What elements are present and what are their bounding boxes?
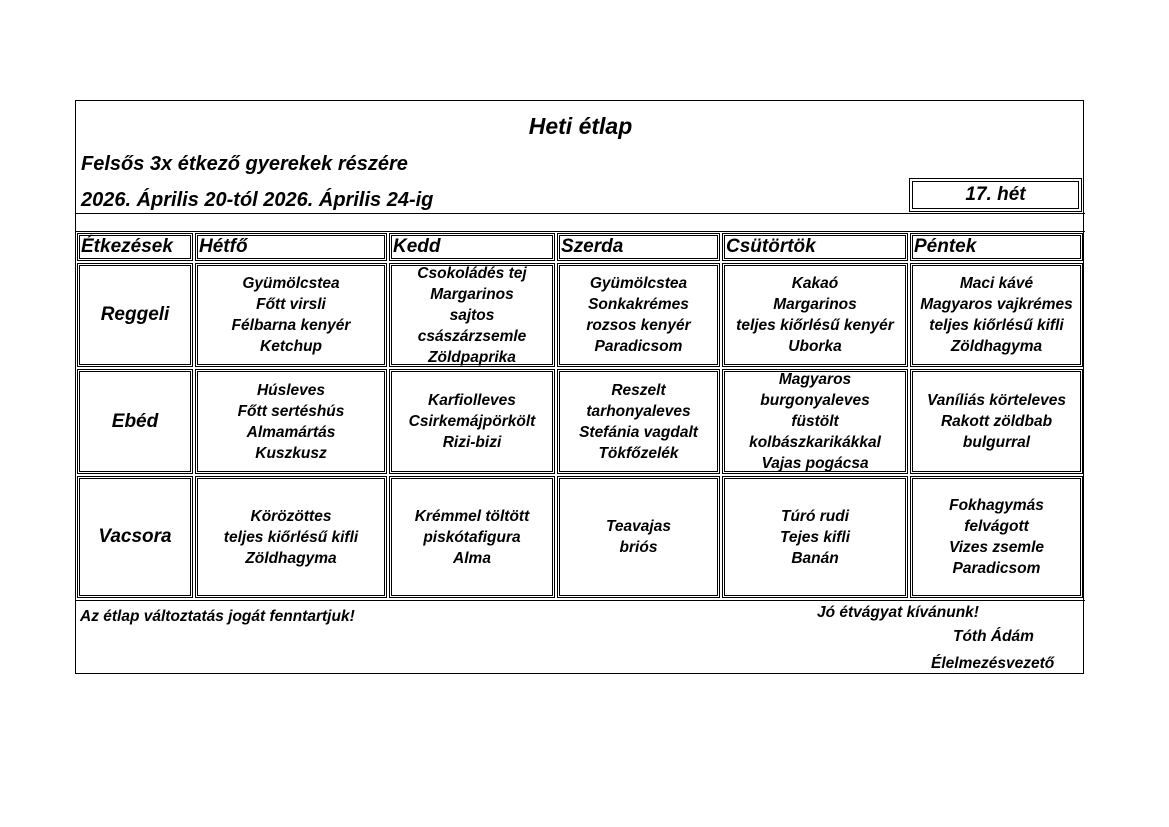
dish-item: füstölt (791, 413, 839, 430)
dish-item: Kuszkusz (255, 444, 327, 462)
dish-item: burgonyaleves (760, 392, 870, 409)
menu-cell-monday (195, 263, 387, 367)
week-label: 17. hét (909, 178, 1082, 212)
dish-item: Teavajas (606, 518, 671, 535)
dish-item: Gyümölcstea (242, 275, 340, 292)
dish-item: Csirkemájpörkölt (408, 413, 536, 430)
dish-item: Krémmel töltött (414, 507, 530, 525)
menu-cell-tuesday (389, 263, 555, 367)
dish-item: Vizes zsemle (948, 539, 1045, 556)
menu-cell-friday (910, 369, 1083, 474)
greeting: Jó étvágyat kívánunk! (817, 604, 979, 621)
meal-label: Ebéd (77, 369, 193, 474)
dish-item: teljes kiőrlésű kifli (929, 317, 1064, 334)
menu-cell-tuesday (389, 476, 555, 598)
dish-item: Zöldhagyma (950, 338, 1043, 355)
menu-cell-thursday (722, 263, 908, 367)
menu-cell-thursday (722, 369, 908, 474)
dish-item: császárzsemle (417, 327, 527, 345)
menu-cell-monday (195, 369, 387, 474)
dish-item: rozsos kenyér (586, 317, 691, 334)
dish-item: Reszelt (611, 381, 666, 399)
dish-item: Rizi-bizi (442, 434, 502, 451)
dish-item: tarhonyaleves (586, 402, 691, 420)
menu-sheet (75, 100, 1084, 674)
dish-item: Húsleves (256, 381, 326, 399)
dish-item: Vaníliás körteleves (926, 392, 1066, 409)
dish-item: felvágott (964, 518, 1029, 535)
divider (76, 231, 1085, 232)
dish-item: Fokhagymás (949, 497, 1044, 514)
dish-item: Tejes kifli (779, 528, 851, 546)
column-header-thursday: Csütörtök (722, 233, 908, 261)
dish-item: Rakott zöldbab (940, 413, 1053, 430)
menu-cell-wednesday (557, 369, 720, 474)
dish-item: Magyaros (778, 371, 852, 388)
dish-item: briós (619, 539, 658, 556)
signer-role: Élelmezésvezető (931, 655, 1055, 672)
dish-item: kolbászkarikákkal (749, 434, 881, 451)
divider (76, 600, 1085, 601)
dish-item: sajtos (449, 306, 495, 324)
dish-item: Főtt sertéshús (237, 402, 345, 420)
dish-item: Főtt virsli (256, 296, 326, 313)
dish-item: Almamártás (246, 423, 336, 441)
page-subtitle: Felsős 3x étkező gyerekek részére (81, 153, 408, 175)
dish-item: teljes kiőrlésű kifli (223, 528, 359, 546)
column-header-tuesday: Kedd (389, 233, 555, 261)
dish-item: Paradicsom (594, 338, 683, 355)
dish-item: Félbarna kenyér (231, 317, 351, 334)
divider (76, 213, 1085, 214)
dish-item: Túró rudi (780, 507, 850, 525)
menu-cell-friday (910, 476, 1083, 598)
dish-item: teljes kiőrlésű kenyér (736, 317, 894, 334)
dish-item: Maci kávé (959, 275, 1034, 292)
dish-item: Stefánia vagdalt (579, 423, 698, 441)
menu-cell-wednesday (557, 263, 720, 367)
dish-item: piskótafigura (423, 528, 521, 546)
column-header-wednesday: Szerda (557, 233, 720, 261)
dish-item: Paradicsom (952, 560, 1041, 577)
dish-item: Banán (791, 549, 839, 567)
dish-item: Kakaó (791, 275, 839, 292)
dish-item: Alma (453, 549, 491, 567)
dish-item: Tökfőzelék (598, 444, 679, 462)
menu-cell-tuesday (389, 369, 555, 474)
column-header-monday: Hétfő (195, 233, 387, 261)
dish-item: Margarinos (430, 285, 514, 303)
dish-item: Sonkakrémes (588, 296, 689, 313)
dish-item: Magyaros vajkrémes (920, 296, 1073, 313)
dish-item: Csokoládés tej (417, 264, 527, 282)
menu-cell-wednesday (557, 476, 720, 598)
column-header-meals: Étkezések (77, 233, 193, 261)
dish-item: Gyümölcstea (589, 275, 688, 292)
meal-label: Reggeli (77, 263, 193, 367)
menu-cell-thursday (722, 476, 908, 598)
dish-item: Vajas pogácsa (761, 455, 869, 472)
dish-item: Karfiolleves (428, 392, 516, 409)
page-title: Heti étlap (528, 113, 633, 139)
disclaimer: Az étlap változtatás jogát fenntartjuk! (80, 608, 355, 625)
dish-item: Ketchup (260, 338, 322, 355)
menu-cell-monday (195, 476, 387, 598)
dish-item: Uborka (788, 338, 842, 355)
dish-item: Zöldpaprika (428, 348, 516, 366)
date-range: 2026. Április 20-tól 2026. Április 24-ig (81, 189, 434, 211)
column-header-friday: Péntek (910, 233, 1083, 261)
dish-item: Körözöttes (250, 507, 332, 525)
dish-item: bulgurral (962, 434, 1031, 451)
dish-item: Zöldhagyma (245, 549, 337, 567)
signer-name: Tóth Ádám (953, 628, 1034, 645)
menu-cell-friday (910, 263, 1083, 367)
dish-item: Margarinos (773, 296, 857, 313)
meal-label: Vacsora (77, 476, 193, 598)
